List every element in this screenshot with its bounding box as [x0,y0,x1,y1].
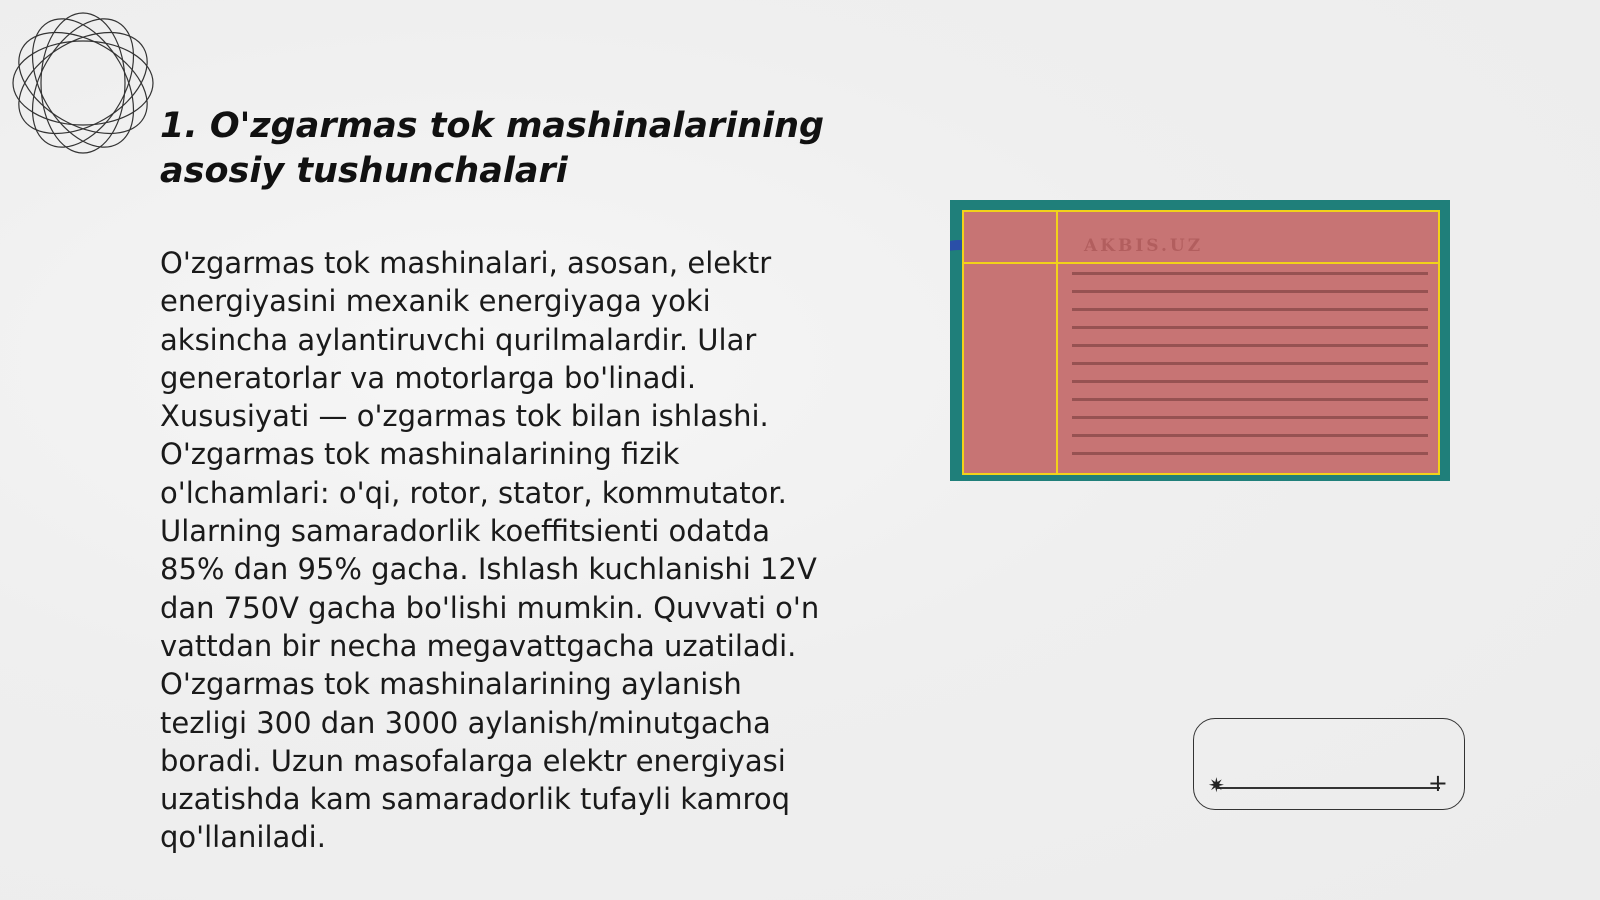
body-line: tezligi 300 dan 3000 aylanish/minutgacha [160,705,771,740]
sparkle-icon: ✷ [1208,773,1225,797]
body-line: O'zgarmas tok mashinalarining fizik [160,437,680,472]
watermark-logo: AKBIS.UZ [1084,236,1204,256]
body-line: Xususiyati — o'zgarmas tok bilan ishlashi. [160,399,769,434]
body-line: qo'llaniladi. [160,820,326,855]
page-horizontal-rule [964,262,1438,264]
slide-body-text [160,244,860,857]
body-line: dan 750V gacha bo'lishi mumkin. Quvvati o'n [160,590,820,625]
decorative-line-widget [1193,718,1465,810]
body-line: generatorlar va motorlarga bo'linadi. [160,360,697,395]
slide-title-line-1: 1. O'zgarmas tok mashinalarining [160,106,825,146]
page-vertical-rule [1056,212,1058,473]
body-line: aksincha aylantiruvchi qurilmalardir. Ular [160,322,757,357]
document-screenshot-image [950,200,1450,481]
slide-title-line-2: asosiy tushunchalari [160,151,568,191]
body-line: O'zgarmas tok mashinalarining aylanish [160,667,742,702]
body-line: boradi. Uzun masofalarga elektr energiyasi [160,743,786,778]
body-line: vattdan bir necha megavattgacha uzatiladi. [160,628,797,663]
body-line: uzatishda kam samaradorlik tufayli kamroq [160,782,790,817]
circular-ornament-icon [8,8,158,158]
slide-title [160,104,860,194]
body-line: Ularning samaradorlik koeffitsienti odatda [160,514,770,549]
document-page [962,210,1440,475]
body-line: o'lchamlari: o'qi, rotor, stator, kommutator. [160,475,787,510]
body-line: 85% dan 95% gacha. Ishlash kuchlanishi 12V [160,552,817,587]
widget-line [1216,787,1440,789]
body-line: energiyasini mexanik energiyaga yoki [160,284,711,319]
body-line: O'zgarmas tok mashinalari, asosan, elektr [160,246,772,280]
plus-icon: + [1427,769,1448,797]
blurred-text-lines [1072,272,1428,470]
